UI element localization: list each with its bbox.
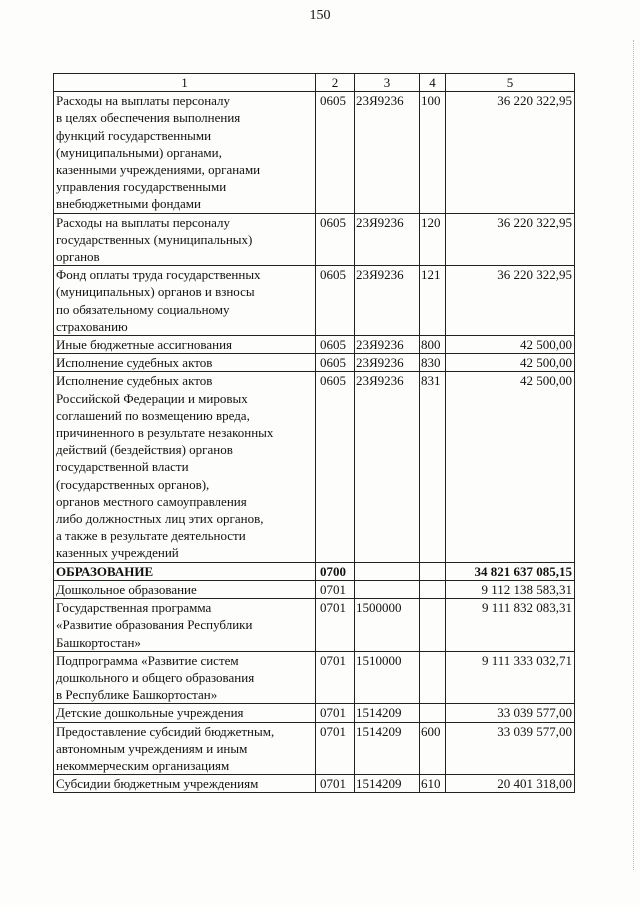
row-name: Расходы на выплаты персоналу в целях обеспечения выполнения функций государственными (муниципальными) органами, казенными учреждениями, органами управления государственными внебюджетными фондами bbox=[54, 92, 316, 213]
section-code: 0701 bbox=[316, 599, 355, 652]
scan-edge bbox=[632, 40, 634, 870]
section-code: 0700 bbox=[316, 562, 355, 580]
section-code: 0605 bbox=[316, 213, 355, 266]
target-code: 23Я9236 bbox=[355, 336, 420, 354]
target-code: 23Я9236 bbox=[355, 354, 420, 372]
expense-type: 121 bbox=[420, 266, 446, 336]
table-row bbox=[54, 599, 575, 652]
target-code bbox=[355, 580, 420, 598]
column-header: 4 bbox=[420, 74, 446, 92]
target-code: 23Я9236 bbox=[355, 92, 420, 213]
table-row bbox=[54, 372, 575, 562]
target-code: 23Я9236 bbox=[355, 213, 420, 266]
row-name: Исполнение судебных актов Российской Федерации и мировых соглашений по возмещению вреда, причиненного в результате незаконных действий (бездействия) органов государственной власти (государственных органов), органов местного самоуправления либо должностных лиц этих органов, а также в результате деятельности казенных учреждений bbox=[54, 372, 316, 562]
expense-type: 831 bbox=[420, 372, 446, 562]
page-number: 150 bbox=[309, 8, 331, 23]
target-code: 1510000 bbox=[355, 651, 420, 704]
amount: 36 220 322,95 bbox=[446, 213, 575, 266]
amount: 33 039 577,00 bbox=[446, 704, 575, 722]
expense-type bbox=[420, 580, 446, 598]
row-name: ОБРАЗОВАНИЕ bbox=[54, 562, 316, 580]
section-code: 0605 bbox=[316, 266, 355, 336]
column-header: 1 bbox=[54, 74, 316, 92]
table-row bbox=[54, 580, 575, 598]
budget-table bbox=[53, 73, 575, 793]
target-code: 1514209 bbox=[355, 704, 420, 722]
expense-type: 830 bbox=[420, 354, 446, 372]
amount: 42 500,00 bbox=[446, 336, 575, 354]
section-code: 0701 bbox=[316, 704, 355, 722]
target-code: 1514209 bbox=[355, 722, 420, 775]
target-code bbox=[355, 562, 420, 580]
target-code: 23Я9236 bbox=[355, 372, 420, 562]
section-code: 0605 bbox=[316, 92, 355, 213]
amount: 42 500,00 bbox=[446, 372, 575, 562]
amount: 9 111 333 032,71 bbox=[446, 651, 575, 704]
target-code: 1514209 bbox=[355, 775, 420, 793]
row-name: Предоставление субсидий бюджетным, автономным учреждениям и иным некоммерческим организациям bbox=[54, 722, 316, 775]
expense-type bbox=[420, 651, 446, 704]
row-name: Подпрограмма «Развитие систем дошкольного и общего образования в Республике Башкортостан» bbox=[54, 651, 316, 704]
table-row bbox=[54, 651, 575, 704]
section-code: 0605 bbox=[316, 354, 355, 372]
table-row bbox=[54, 775, 575, 793]
amount: 9 112 138 583,31 bbox=[446, 580, 575, 598]
target-code: 1500000 bbox=[355, 599, 420, 652]
row-name: Иные бюджетные ассигнования bbox=[54, 336, 316, 354]
table-row bbox=[54, 213, 575, 266]
section-code: 0701 bbox=[316, 651, 355, 704]
table-row bbox=[54, 266, 575, 336]
table-row bbox=[54, 354, 575, 372]
amount: 9 111 832 083,31 bbox=[446, 599, 575, 652]
section-code: 0605 bbox=[316, 336, 355, 354]
row-name: Государственная программа «Развитие образования Республики Башкортостан» bbox=[54, 599, 316, 652]
column-header: 3 bbox=[355, 74, 420, 92]
amount: 42 500,00 bbox=[446, 354, 575, 372]
expense-type bbox=[420, 562, 446, 580]
expense-type: 100 bbox=[420, 92, 446, 213]
column-header-row bbox=[54, 74, 575, 92]
section-code: 0701 bbox=[316, 580, 355, 598]
table-row bbox=[54, 722, 575, 775]
column-header: 2 bbox=[316, 74, 355, 92]
amount: 36 220 322,95 bbox=[446, 266, 575, 336]
table-row bbox=[54, 562, 575, 580]
row-name: Дошкольное образование bbox=[54, 580, 316, 598]
amount: 33 039 577,00 bbox=[446, 722, 575, 775]
amount: 20 401 318,00 bbox=[446, 775, 575, 793]
row-name: Субсидии бюджетным учреждениям bbox=[54, 775, 316, 793]
amount: 34 821 637 085,15 bbox=[446, 562, 575, 580]
expense-type bbox=[420, 704, 446, 722]
section-code: 0701 bbox=[316, 722, 355, 775]
section-code: 0701 bbox=[316, 775, 355, 793]
expense-type: 800 bbox=[420, 336, 446, 354]
table-row bbox=[54, 704, 575, 722]
expense-type: 610 bbox=[420, 775, 446, 793]
table-row bbox=[54, 92, 575, 213]
column-header: 5 bbox=[446, 74, 575, 92]
section-code: 0605 bbox=[316, 372, 355, 562]
expense-type bbox=[420, 599, 446, 652]
row-name: Исполнение судебных актов bbox=[54, 354, 316, 372]
table-row bbox=[54, 336, 575, 354]
row-name: Фонд оплаты труда государственных (муниципальных) органов и взносы по обязательному социальному страхованию bbox=[54, 266, 316, 336]
expense-type: 120 bbox=[420, 213, 446, 266]
expense-type: 600 bbox=[420, 722, 446, 775]
target-code: 23Я9236 bbox=[355, 266, 420, 336]
row-name: Детские дошкольные учреждения bbox=[54, 704, 316, 722]
row-name: Расходы на выплаты персоналу государственных (муниципальных) органов bbox=[54, 213, 316, 266]
amount: 36 220 322,95 bbox=[446, 92, 575, 213]
